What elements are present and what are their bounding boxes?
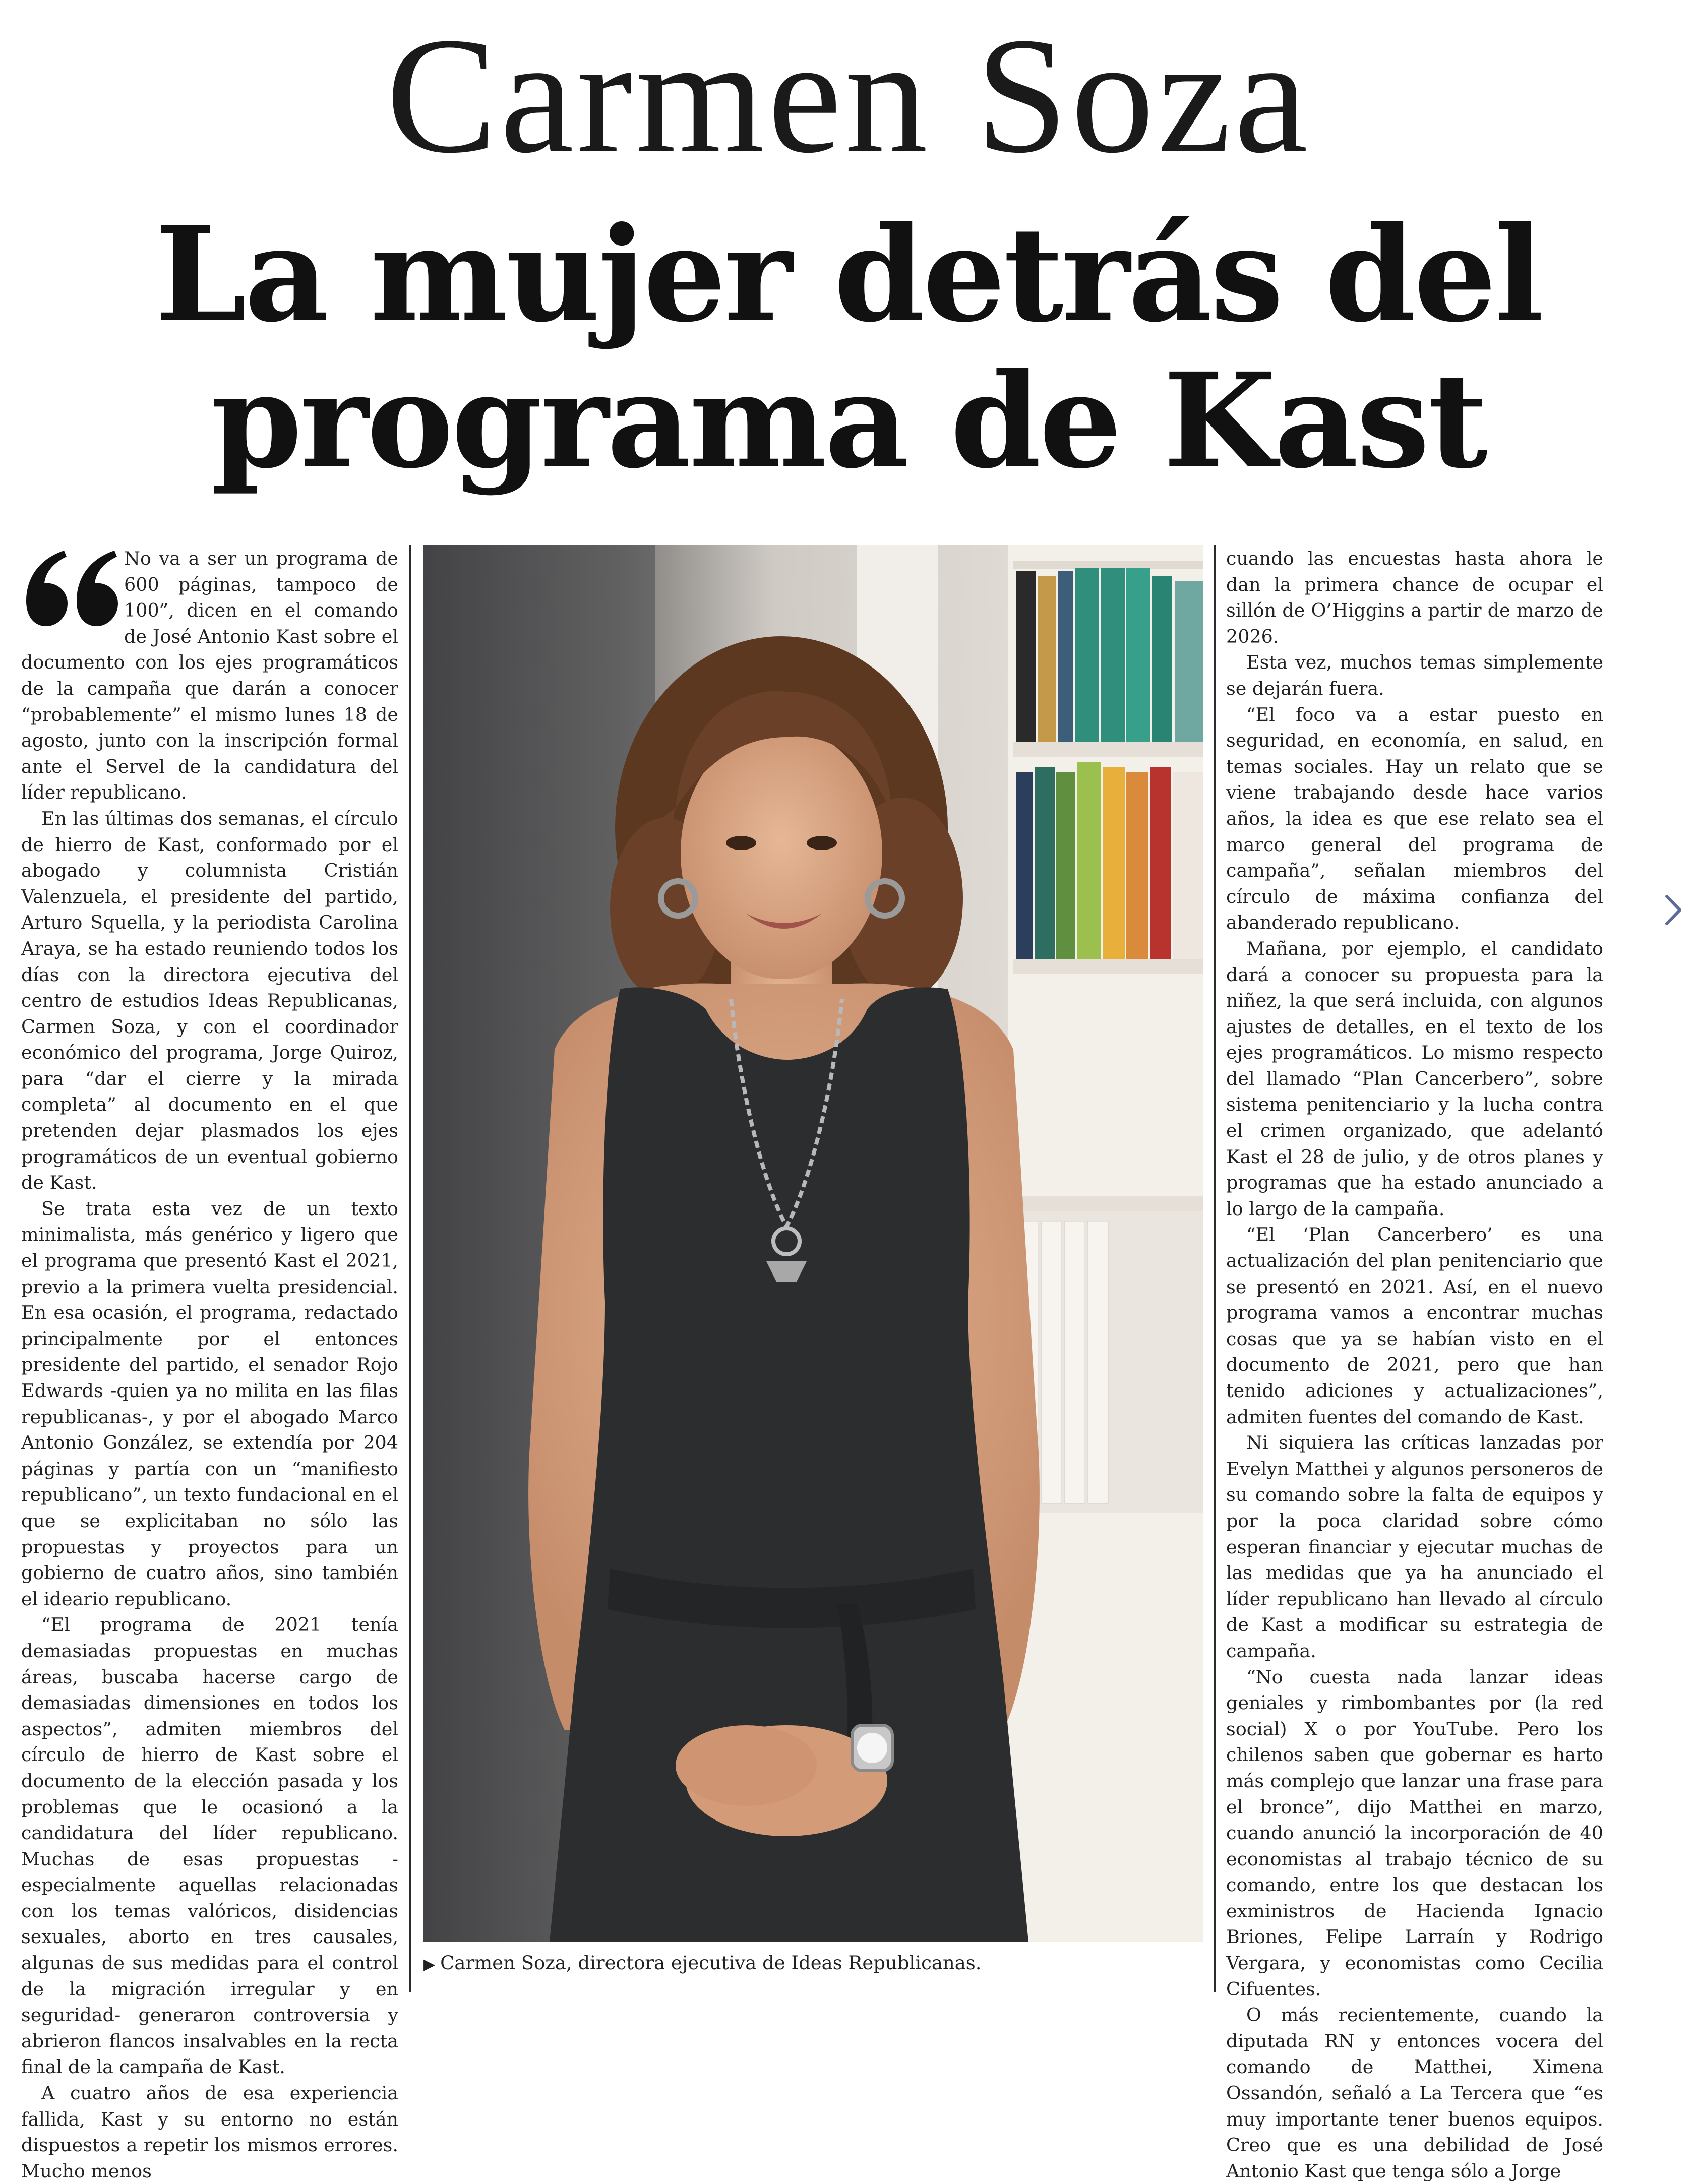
- headline: [0, 198, 1697, 497]
- column-rule-left: [409, 545, 411, 1992]
- right-paragraph-5: “El ‘Plan Cancerbero’ es una actualización del plan penitenciario que se presentó en 2021. Así, en el nuevo programa vamos a encontrar muchas cosas que ya se habían visto en el documento de 2021, pero que han tenido adiciones y actualizaciones”, admiten fuentes del comando de Kast.: [1226, 1224, 1603, 1428]
- right-paragraph-4: Mañana, por ejemplo, el candidato dará a conocer su propuesta para la niñez, la que será incluida, con algunos ajustes de detalles, en el texto de los ejes programáticos. Lo mismo respecto del llamado “Plan Cancerbero”, sobre sistema penitenciario y la lucha contra el crimen organizado, que adelantó Kast el 28 de julio, y de otros planes y programas que ha estado anunciado a lo largo de la campaña.: [1226, 937, 1603, 1220]
- caption-marker: ▶: [423, 1956, 436, 1973]
- kicker-title: Carmen Soza: [386, 4, 1311, 188]
- left-paragraph-3: Se trata esta vez de un texto minimalista, más genérico y ligero que el programa que presentó Kast el 2021, previo a la primera vuelta presidencial. En esa ocasión, el programa, redactado principalmente por el entonces presidente del partido, el senador Rojo Edwards -quien ya no milita en las filas republicanas-, y por el abogado Marco Antonio González, se extendía por 204 páginas y partía con un “manifiesto republicano”, un texto fundacional en el que se explicitaban no sólo las propuestas y proyectos para un gobierno de cuatro años, sino también el ideario republicano.: [21, 1197, 398, 1610]
- photo-caption: [423, 1951, 1210, 1977]
- left-paragraph-1: No va a ser un programa de 600 páginas, tampoco de 100”, dicen en el comando de José Antonio Kast sobre el documento con los ejes programáticos de la campaña que darán a conocer “probablemente” el mismo lunes 18 de agosto, junto con la inscripción formal ante el Servel de la candidatura del líder republicano.: [21, 548, 398, 804]
- right-paragraph-2: Esta vez, muchos temas simplemente se dejarán fuera.: [1226, 651, 1603, 699]
- left-paragraph-4: “El programa de 2021 tenía demasiadas propuestas en muchas áreas, buscaba hacerse cargo de demasiadas dimensiones en todos los aspectos”, admiten miembros del círculo de hierro de Kast sobre el documento de la elección pasada y los problemas que le ocasionó a la candidatura del líder republicano. Muchas de esas propuestas -especialmente aquellas relacionadas con los temas valóricos, disidencias sexuales, aborto en tres causales, algunas de sus medidas para el control de la migración irregular y en seguridad- generaron controversia y abrieron flancos insalvables en la recta final de la campaña de Kast.: [21, 1614, 398, 2078]
- right-paragraph-3: “El foco va a estar puesto en seguridad, en economía, en salud, en temas sociales. Hay un relato que se viene trabajando desde hace varios años, la idea es que ese relato sea el marco general del programa de campaña”, señalan miembros del círculo de máxima confianza del abanderado republicano.: [1226, 703, 1603, 934]
- portrait-photo: [423, 545, 1203, 1942]
- right-paragraph-8: O más recientemente, cuando la diputada RN y entonces vocera del comando de Matthei, Ximena Ossandón, señaló a La Tercera que “es muy importante tener buenos equipos. Creo que es una debilidad de José Antonio Kast que tenga sólo a Jorge: [1226, 2004, 1603, 2182]
- portrait-illustration: [423, 545, 1203, 1942]
- right-paragraph-1: cuando las encuestas hasta ahora le dan la primera chance de ocupar el sillón de O’Higgins a partir de marzo de 2026.: [1226, 548, 1603, 647]
- right-column: [1226, 545, 1603, 2182]
- right-paragraph-7: “No cuesta nada lanzar ideas geniales y rimbombantes por (la red social) X o por YouTube. Pero los chilenos saben que gobernar es harto más complejo que lanzar una frase para el bronce”, dijo Matthei en marzo, cuando anunció la incorporación de 40 economistas al trabajo técnico de su comando, entre los que destacan los exministros de Hacienda Ignacio Briones, Felipe Larraín y Rodrigo Vergara, y economistas como Cecilia Cifuentes.: [1226, 1666, 1603, 2000]
- left-paragraph-5: A cuatro años de esa experiencia fallida, Kast y su entorno no están dispuestos a repetir los mismos errores. Mucho menos: [21, 2082, 398, 2182]
- column-rule-right: [1214, 545, 1216, 1992]
- chevron-right-icon[interactable]: [1662, 892, 1685, 928]
- left-paragraph-2: En las últimas dos semanas, el círculo de hierro de Kast, conformado por el abogado y columnista Cristián Valenzuela, el presidente del partido, Arturo Squella, y la periodista Carolina Araya, se ha estado reuniendo todos los días con la directora ejecutiva del centro de estudios Ideas Republicanas, Carmen Soza, y con el coordinador económico del programa, Jorge Quiroz, para “dar el cierre y la mirada completa” al documento en el que pretenden dejar plasmados los ejes programáticos de un eventual gobierno de Kast.: [21, 807, 398, 1194]
- opening-quote-icon: [21, 545, 122, 631]
- headline-line-1: La mujer detrás del: [155, 198, 1542, 351]
- right-paragraph-6: Ni siquiera las críticas lanzadas por Evelyn Matthei y algunos personeros de su comando sobre la falta de equipos y por la poca claridad sobre cómo esperan financiar y ejecutar muchas de las medidas que ya ha anunciado el líder republicano han llevado al círculo de Kast a modificar su estrategia de campaña.: [1226, 1432, 1603, 1662]
- headline-line-2: programa de Kast: [211, 344, 1486, 497]
- left-column: [21, 545, 398, 2182]
- caption-text: Carmen Soza, directora ejecutiva de Ideas Republicanas.: [440, 1952, 982, 1974]
